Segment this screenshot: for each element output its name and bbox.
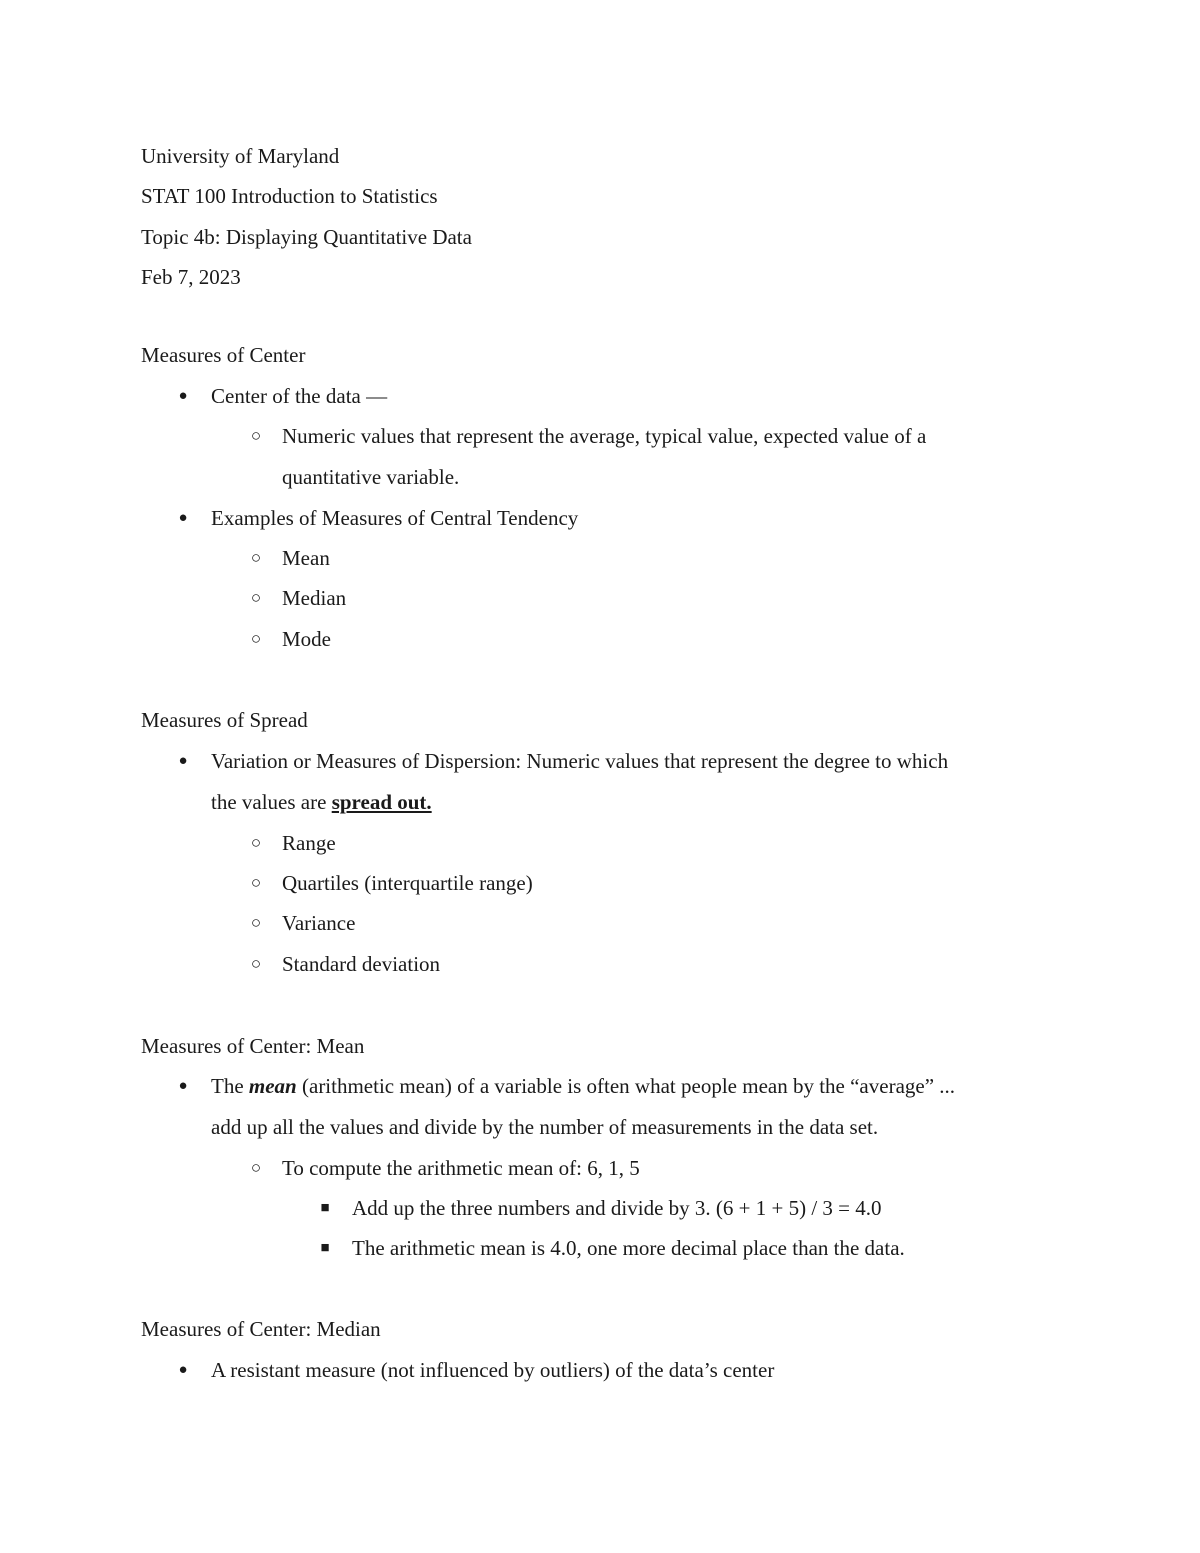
list-item-continuation: [211, 789, 432, 815]
list-item-continuation: quantitative variable.: [282, 465, 460, 489]
course-line: STAT 100 Introduction to Statistics: [141, 184, 438, 208]
circle-marker: ○: [250, 426, 262, 445]
bullet-marker: ●: [178, 388, 188, 404]
emphasis-spread-out: spread out.: [331, 790, 432, 814]
section-heading-mean: Measures of Center: Mean: [141, 1034, 365, 1058]
bullet-marker: ●: [178, 510, 188, 526]
list-item: Median: [282, 586, 347, 610]
term-mean: mean: [248, 1074, 297, 1098]
square-marker: ■: [320, 1200, 330, 1216]
section-heading-median: Measures of Center: Median: [141, 1317, 381, 1341]
list-item: Range: [282, 831, 336, 855]
square-marker: ■: [320, 1240, 330, 1256]
circle-marker: ○: [250, 913, 262, 932]
circle-marker: ○: [250, 588, 262, 607]
list-item: Variance: [282, 911, 356, 935]
circle-marker: ○: [250, 1158, 262, 1177]
list-item: Variation or Measures of Dispersion: Numeric values that represent the degree to which: [211, 749, 949, 773]
circle-marker: ○: [250, 548, 262, 567]
bullet-marker: ●: [178, 753, 188, 769]
list-item: Numeric values that represent the average, typical value, expected value of a: [282, 424, 927, 448]
list-item: Examples of Measures of Central Tendency: [211, 506, 579, 530]
institution-line: University of Maryland: [141, 144, 340, 168]
list-item: Center of the data —: [211, 384, 388, 408]
list-item: Quartiles (interquartile range): [282, 871, 533, 895]
text-run: the values are: [211, 790, 332, 814]
circle-marker: ○: [250, 873, 262, 892]
text-run: (arithmetic mean) of a variable is often what people mean by the “average” ...: [296, 1074, 956, 1098]
list-item: To compute the arithmetic mean of: 6, 1, 5: [282, 1156, 640, 1180]
list-item: Add up the three numbers and divide by 3. (6 + 1 + 5) / 3 = 4.0: [352, 1196, 882, 1220]
section-heading-center: Measures of Center: [141, 343, 306, 367]
bullet-marker: ●: [178, 1078, 188, 1094]
topic-line: Topic 4b: Displaying Quantitative Data: [141, 225, 472, 249]
circle-marker: ○: [250, 629, 262, 648]
text-run: The: [211, 1074, 249, 1098]
list-item: [211, 1073, 955, 1099]
date-line: Feb 7, 2023: [141, 265, 241, 289]
list-item: Standard deviation: [282, 952, 441, 976]
bullet-marker: ●: [178, 1362, 188, 1378]
list-item: A resistant measure (not influenced by outliers) of the data’s center: [211, 1358, 775, 1382]
circle-marker: ○: [250, 833, 262, 852]
circle-marker: ○: [250, 954, 262, 973]
list-item: The arithmetic mean is 4.0, one more decimal place than the data.: [352, 1236, 905, 1260]
list-item: Mean: [282, 546, 330, 570]
list-item: Mode: [282, 627, 331, 651]
section-heading-spread: Measures of Spread: [141, 708, 308, 732]
list-item-continuation: add up all the values and divide by the number of measurements in the data set.: [211, 1115, 879, 1139]
